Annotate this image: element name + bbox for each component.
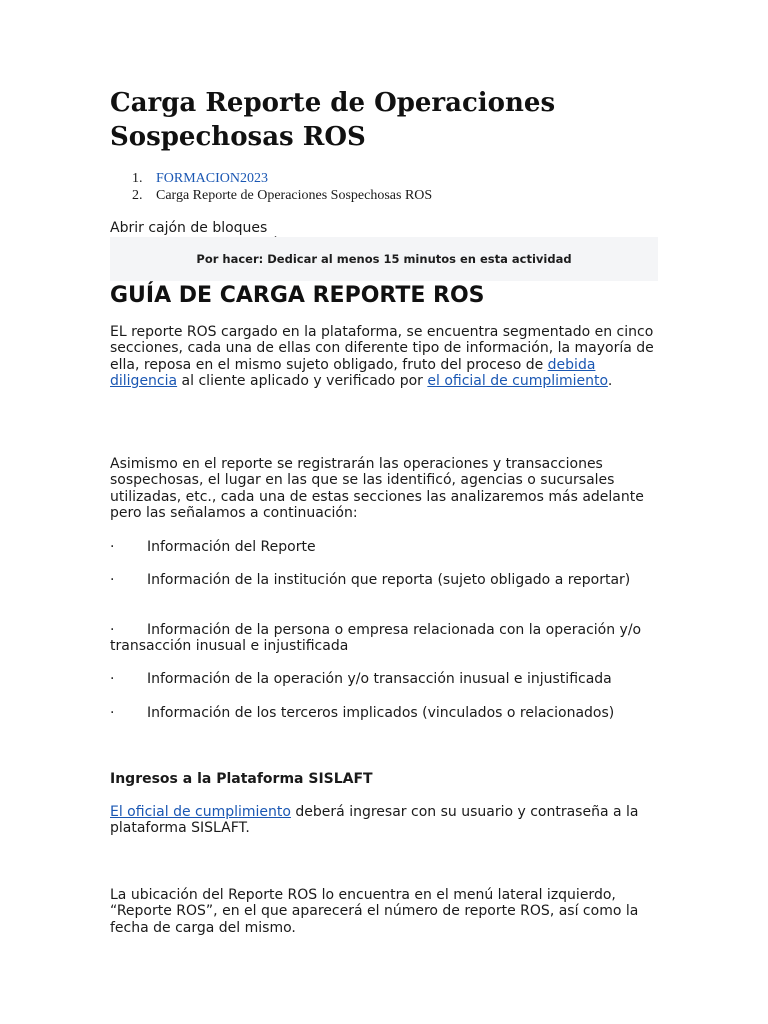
breadcrumb-item [110,187,432,204]
breadcrumb-number: 2. [132,188,143,203]
section-list-item [110,671,658,687]
sections-intro-paragraph: Asimismo en el reporte se registrarán las operaciones y transacciones sospechosas, el lugar en las que se las identificó, agencias o sucursales utilizadas, etc., cada una de estas secciones las analizaremos más adelante pero las señalamos a continuación: [110,456,644,522]
intro-paragraph [110,324,658,390]
breadcrumb-item [110,170,432,187]
bullet-marker: · [110,705,115,721]
section-list-item [110,622,658,655]
section-label: Información de la institución que reporta (sujeto obligado a reportar) [147,572,631,588]
platform-paragraph [110,804,658,837]
due-diligence-link[interactable]: debida diligencia [110,356,596,390]
location-paragraph: La ubicación del Reporte ROS lo encuentra en el menú lateral izquierdo, “Reporte ROS”, en el que aparecerá el número de reporte ROS, así como la fecha de carga del mismo. [110,887,639,936]
section-list-item [110,572,658,588]
section-label: Información de la operación y/o transacción inusual e injustificada [147,671,612,687]
breadcrumb-link-course[interactable]: FORMACION2023 [156,171,269,186]
intro-text: . [607,373,613,390]
platform-text: deberá ingresar con su usuario y contraseña a la plataforma SISLAFT. [110,804,639,837]
page-title: Carga Reporte de Operaciones Sospechosas ROS [110,88,556,152]
todo-badge: Por hacer: Dedicar al menos 15 minutos en esta actividad [196,252,572,266]
breadcrumb [110,170,432,204]
platform-heading: Ingresos a la Plataforma SISLAFT [110,771,373,787]
bullet-marker: · [110,671,115,687]
section-list-item [110,705,658,721]
section-list-item [110,539,658,555]
section-label: Información de los terceros implicados (vinculados o relacionados) [147,705,615,721]
open-block-drawer-link[interactable]: Abrir cajón de bloques [110,220,268,236]
guide-heading: GUÍA DE CARGA REPORTE ROS [110,283,485,308]
bullet-marker: · [110,539,115,555]
compliance-officer-link[interactable]: El oficial de cumplimiento [110,804,291,820]
breadcrumb-current: Carga Reporte de Operaciones Sospechosas ROS [156,188,433,203]
section-label: Información del Reporte [147,539,316,555]
section-label: Información de la persona o empresa relacionada con la operación y/o transacción inusual e injustificada [110,622,642,655]
bullet-marker: · [110,572,115,588]
compliance-officer-link[interactable]: el oficial de cumplimiento [427,373,608,390]
intro-text: EL reporte ROS cargado en la plataforma, se encuentra segmentado en cinco secciones, cada una de ellas con diferente tipo de información, la mayoría de ella, reposa en el mismo sujeto obligado, fruto del proceso de [110,324,654,373]
breadcrumb-number: 1. [132,171,143,186]
bullet-marker: · [110,622,115,638]
intro-text: al cliente aplicado y verificado por [177,373,428,390]
